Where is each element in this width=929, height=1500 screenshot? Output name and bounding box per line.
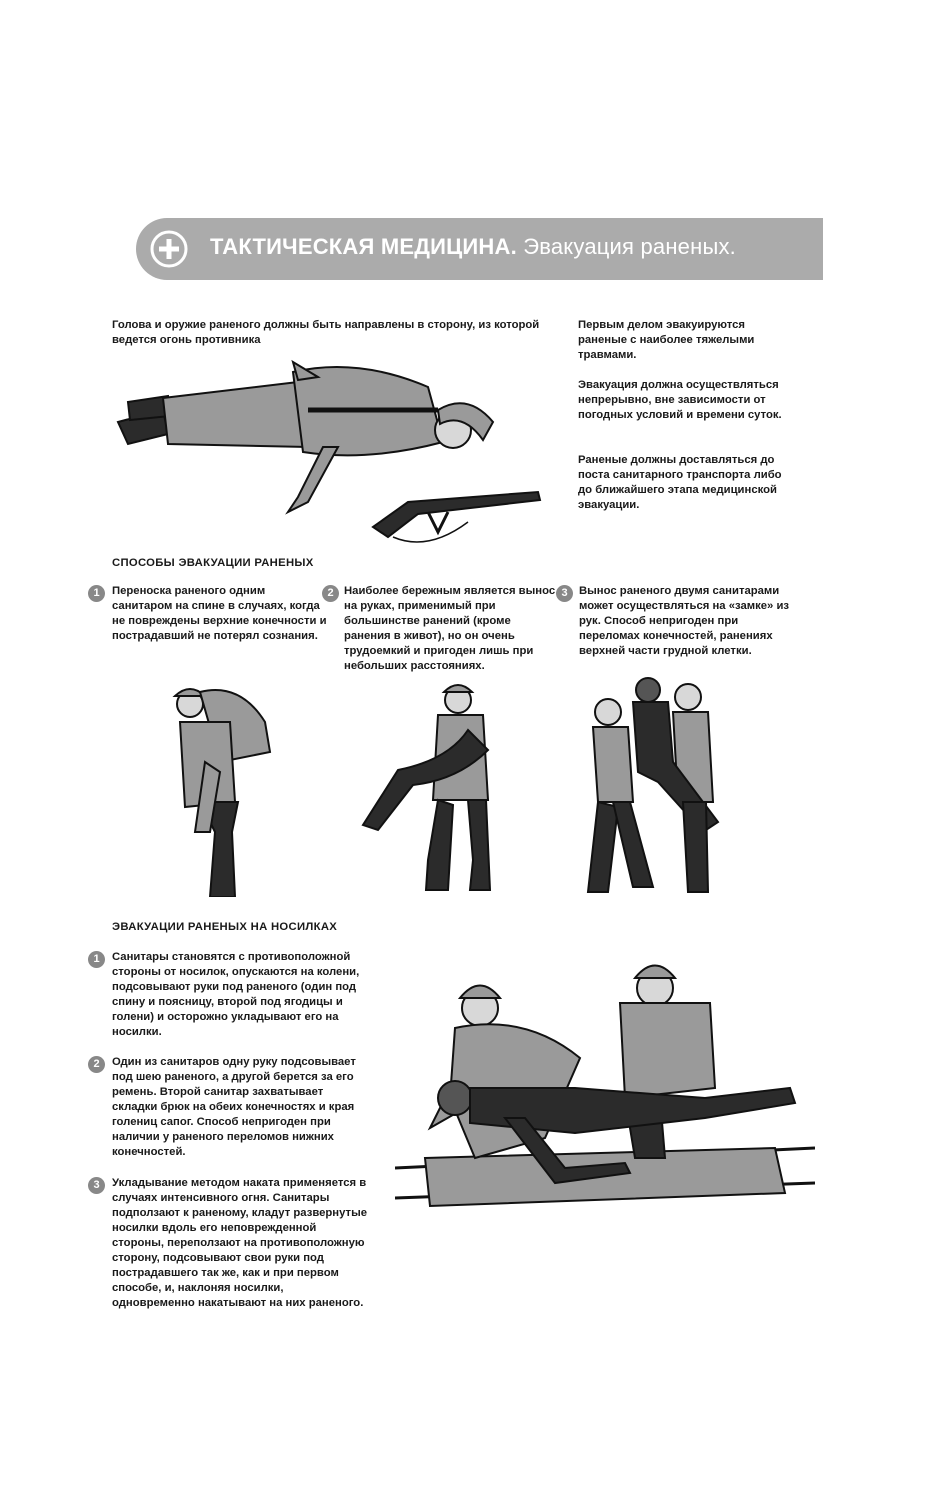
stretcher-number-3: 3 xyxy=(88,1177,105,1194)
intro-caption: Голова и оружие раненого должны быть направлены в сторону, из которой ведется огонь противника xyxy=(112,319,540,346)
two-person-carry-illustration xyxy=(578,672,728,897)
section-banner xyxy=(136,218,823,280)
stretcher-text-3: Укладывание методом наката применяется в случаях интенсивного огня. Санитары подползают к раненому, кладут развернутые носилки вдоль его неповрежденной стороны, переползают на противоположную сторону, подсовывают свои руки под пострадавшего так же, как и при первом способе, и, наклоняя носилки, одновременно накатывают на них раненого. xyxy=(112,1177,368,1309)
method-number-1: 1 xyxy=(88,585,105,602)
method-text-1: Переноска раненого одним санитаром на спине в случаях, когда не повреждены верхние конечности и пострадавший не потерял сознания. xyxy=(112,585,327,642)
stretcher-illustration xyxy=(395,958,815,1223)
stretcher-text-1: Санитары становятся с противоположной стороны от носилок, опускаются на колени, подсовывают руки под раненого (один под спину и поясницу, второй под ягодицы и голени) и осторожно укладывают его на носилки. xyxy=(112,951,360,1038)
method-number-2: 2 xyxy=(322,585,339,602)
method-text-3: Вынос раненого двумя санитарами может осуществляться на «замке» из рук. Способ непригоден при переломах конечностей, ранениях верхней части грудной клетки. xyxy=(579,585,790,657)
stretcher-heading: ЭВАКУАЦИИ РАНЕНЫХ НА НОСИЛКАХ xyxy=(112,921,338,933)
plus-circle-icon xyxy=(150,230,188,268)
stretcher-number-1: 1 xyxy=(88,951,105,968)
stretcher-number-2: 2 xyxy=(88,1056,105,1073)
back-carry-illustration xyxy=(160,682,280,897)
method-text-2: Наиболее бережным является вынос на руках, применимый при большинстве ранений (кроме ранения в живот), но он очень трудоемкий и пригоден лишь при небольших расстояниях. xyxy=(344,585,556,672)
wounded-lying-illustration xyxy=(108,352,548,552)
stretcher-text-2: Один из санитаров одну руку подсовывает под шею раненого, а другой берется за его ремень. Второй санитар захватывает складки брюк на обеих конечностях и края голениц сапог. Способ непригоден при наличии у раненого переломов нижних конечностей. xyxy=(112,1056,356,1158)
note-priority: Первым делом эвакуируются раненые с наиболее тяжелыми травмами. xyxy=(578,319,755,361)
note-destination: Раненые должны доставляться до поста санитарного транспорта либо до ближайшего этапа медицинской эвакуации. xyxy=(578,454,782,511)
method-number-3: 3 xyxy=(556,585,573,602)
note-continuous: Эвакуация должна осуществляться непрерывно, вне зависимости от погодных условий и времени суток. xyxy=(578,379,782,421)
arms-carry-illustration xyxy=(358,680,508,895)
page-title: ТАКТИЧЕСКАЯ МЕДИЦИНА. Эвакуация раненых. xyxy=(210,234,736,259)
methods-heading: СПОСОБЫ ЭВАКУАЦИИ РАНЕНЫХ xyxy=(112,557,314,569)
